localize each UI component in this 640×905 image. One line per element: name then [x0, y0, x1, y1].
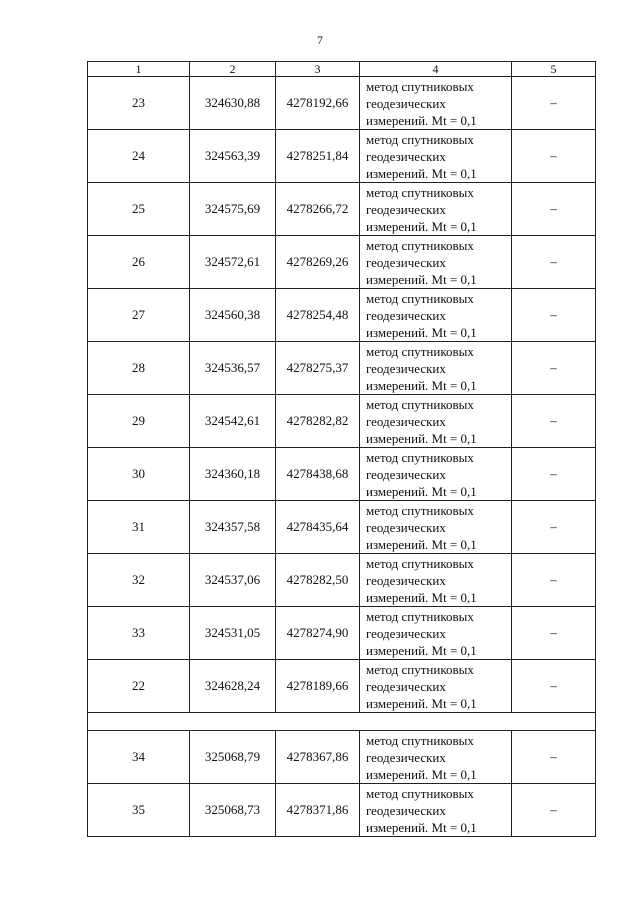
measurement-method	[360, 501, 512, 554]
coordinate-x: 324628,24	[190, 660, 276, 713]
coordinate-y: 4278266,72	[276, 183, 360, 236]
table-row	[88, 731, 596, 784]
table-row	[88, 183, 596, 236]
accuracy-dash: –	[512, 289, 596, 342]
measurement-method	[360, 448, 512, 501]
header-col-5: 5	[512, 62, 596, 77]
coordinate-y: 4278438,68	[276, 448, 360, 501]
point-number: 22	[88, 660, 190, 713]
table-header-row	[88, 62, 596, 77]
method-line-2: геодезических	[366, 307, 446, 323]
accuracy-dash: –	[512, 784, 596, 837]
method-line-2: геодезических	[366, 95, 446, 111]
method-line-1: метод спутниковых	[366, 396, 474, 412]
method-line-2: геодезических	[366, 802, 446, 818]
point-number: 35	[88, 784, 190, 837]
coordinate-y: 4278251,84	[276, 130, 360, 183]
coordinate-x: 324630,88	[190, 77, 276, 130]
coordinate-x: 325068,73	[190, 784, 276, 837]
method-line-2: геодезических	[366, 625, 446, 641]
method-line-3: измерений. Mt = 0,1	[366, 271, 477, 287]
accuracy-dash: –	[512, 342, 596, 395]
point-number: 30	[88, 448, 190, 501]
coordinate-y: 4278274,90	[276, 607, 360, 660]
table-row	[88, 448, 596, 501]
measurement-method	[360, 236, 512, 289]
measurement-method	[360, 289, 512, 342]
method-line-1: метод спутниковых	[366, 131, 474, 147]
point-number: 26	[88, 236, 190, 289]
point-number: 25	[88, 183, 190, 236]
coordinates-table	[87, 61, 596, 837]
coordinate-y: 4278192,66	[276, 77, 360, 130]
table-row	[88, 395, 596, 448]
coordinate-x: 324360,18	[190, 448, 276, 501]
page-number: 7	[317, 33, 323, 47]
method-line-3: измерений. Mt = 0,1	[366, 819, 477, 835]
method-line-3: измерений. Mt = 0,1	[366, 589, 477, 605]
table-row	[88, 607, 596, 660]
coordinate-x: 324572,61	[190, 236, 276, 289]
accuracy-dash: –	[512, 554, 596, 607]
accuracy-dash: –	[512, 77, 596, 130]
measurement-method	[360, 554, 512, 607]
coordinate-y: 4278371,86	[276, 784, 360, 837]
measurement-method	[360, 660, 512, 713]
accuracy-dash: –	[512, 236, 596, 289]
measurement-method	[360, 395, 512, 448]
coordinate-x: 324563,39	[190, 130, 276, 183]
method-line-1: метод спутниковых	[366, 732, 474, 748]
coordinate-x: 324537,06	[190, 554, 276, 607]
method-line-2: геодезических	[366, 413, 446, 429]
method-line-2: геодезических	[366, 678, 446, 694]
accuracy-dash: –	[512, 607, 596, 660]
coordinate-x: 324575,69	[190, 183, 276, 236]
table-row	[88, 77, 596, 130]
table-row	[88, 342, 596, 395]
measurement-method	[360, 77, 512, 130]
accuracy-dash: –	[512, 731, 596, 784]
table-row	[88, 236, 596, 289]
header-col-4: 4	[360, 62, 512, 77]
method-line-2: геодезических	[366, 749, 446, 765]
table-row	[88, 130, 596, 183]
point-number: 24	[88, 130, 190, 183]
coordinate-x: 324536,57	[190, 342, 276, 395]
coordinate-y: 4278275,37	[276, 342, 360, 395]
method-line-2: геодезических	[366, 148, 446, 164]
method-line-2: геодезических	[366, 360, 446, 376]
method-line-2: геодезических	[366, 519, 446, 535]
table-row	[88, 554, 596, 607]
method-line-1: метод спутниковых	[366, 785, 474, 801]
coordinate-x: 324560,38	[190, 289, 276, 342]
coordinate-x: 324542,61	[190, 395, 276, 448]
point-number: 27	[88, 289, 190, 342]
method-line-3: измерений. Mt = 0,1	[366, 165, 477, 181]
measurement-method	[360, 342, 512, 395]
point-number: 28	[88, 342, 190, 395]
table-row	[88, 784, 596, 837]
accuracy-dash: –	[512, 501, 596, 554]
method-line-2: геодезических	[366, 572, 446, 588]
group-separator	[88, 713, 596, 731]
method-line-1: метод спутниковых	[366, 237, 474, 253]
table-row	[88, 660, 596, 713]
header-col-1: 1	[88, 62, 190, 77]
method-line-3: измерений. Mt = 0,1	[366, 324, 477, 340]
measurement-method	[360, 731, 512, 784]
point-number: 29	[88, 395, 190, 448]
method-line-1: метод спутниковых	[366, 555, 474, 571]
method-line-2: геодезических	[366, 466, 446, 482]
point-group-1	[88, 77, 596, 713]
method-line-3: измерений. Mt = 0,1	[366, 377, 477, 393]
method-line-1: метод спутниковых	[366, 184, 474, 200]
method-line-3: измерений. Mt = 0,1	[366, 766, 477, 782]
coordinate-y: 4278367,86	[276, 731, 360, 784]
separator-cell	[88, 713, 596, 731]
point-group-2	[88, 731, 596, 837]
coordinate-y: 4278282,82	[276, 395, 360, 448]
accuracy-dash: –	[512, 183, 596, 236]
coordinate-y: 4278189,66	[276, 660, 360, 713]
method-line-1: метод спутниковых	[366, 608, 474, 624]
method-line-2: геодезических	[366, 254, 446, 270]
table-row	[88, 289, 596, 342]
method-line-3: измерений. Mt = 0,1	[366, 430, 477, 446]
method-line-1: метод спутниковых	[366, 502, 474, 518]
method-line-1: метод спутниковых	[366, 78, 474, 94]
point-number: 31	[88, 501, 190, 554]
measurement-method	[360, 784, 512, 837]
point-number: 23	[88, 77, 190, 130]
coordinate-x: 324531,05	[190, 607, 276, 660]
measurement-method	[360, 607, 512, 660]
method-line-3: измерений. Mt = 0,1	[366, 642, 477, 658]
point-number: 33	[88, 607, 190, 660]
method-line-1: метод спутниковых	[366, 661, 474, 677]
header-col-2: 2	[190, 62, 276, 77]
point-number: 32	[88, 554, 190, 607]
accuracy-dash: –	[512, 130, 596, 183]
method-line-1: метод спутниковых	[366, 343, 474, 359]
accuracy-dash: –	[512, 395, 596, 448]
coordinate-y: 4278269,26	[276, 236, 360, 289]
coordinate-x: 324357,58	[190, 501, 276, 554]
accuracy-dash: –	[512, 660, 596, 713]
method-line-3: измерений. Mt = 0,1	[366, 536, 477, 552]
measurement-method	[360, 183, 512, 236]
coordinate-y: 4278435,64	[276, 501, 360, 554]
coordinate-y: 4278254,48	[276, 289, 360, 342]
method-line-3: измерений. Mt = 0,1	[366, 695, 477, 711]
method-line-3: измерений. Mt = 0,1	[366, 218, 477, 234]
separator-row	[88, 713, 596, 731]
header-col-3: 3	[276, 62, 360, 77]
method-line-1: метод спутниковых	[366, 449, 474, 465]
coordinate-y: 4278282,50	[276, 554, 360, 607]
method-line-3: измерений. Mt = 0,1	[366, 483, 477, 499]
accuracy-dash: –	[512, 448, 596, 501]
method-line-1: метод спутниковых	[366, 290, 474, 306]
method-line-2: геодезических	[366, 201, 446, 217]
table-row	[88, 501, 596, 554]
coordinate-x: 325068,79	[190, 731, 276, 784]
point-number: 34	[88, 731, 190, 784]
measurement-method	[360, 130, 512, 183]
method-line-3: измерений. Mt = 0,1	[366, 112, 477, 128]
